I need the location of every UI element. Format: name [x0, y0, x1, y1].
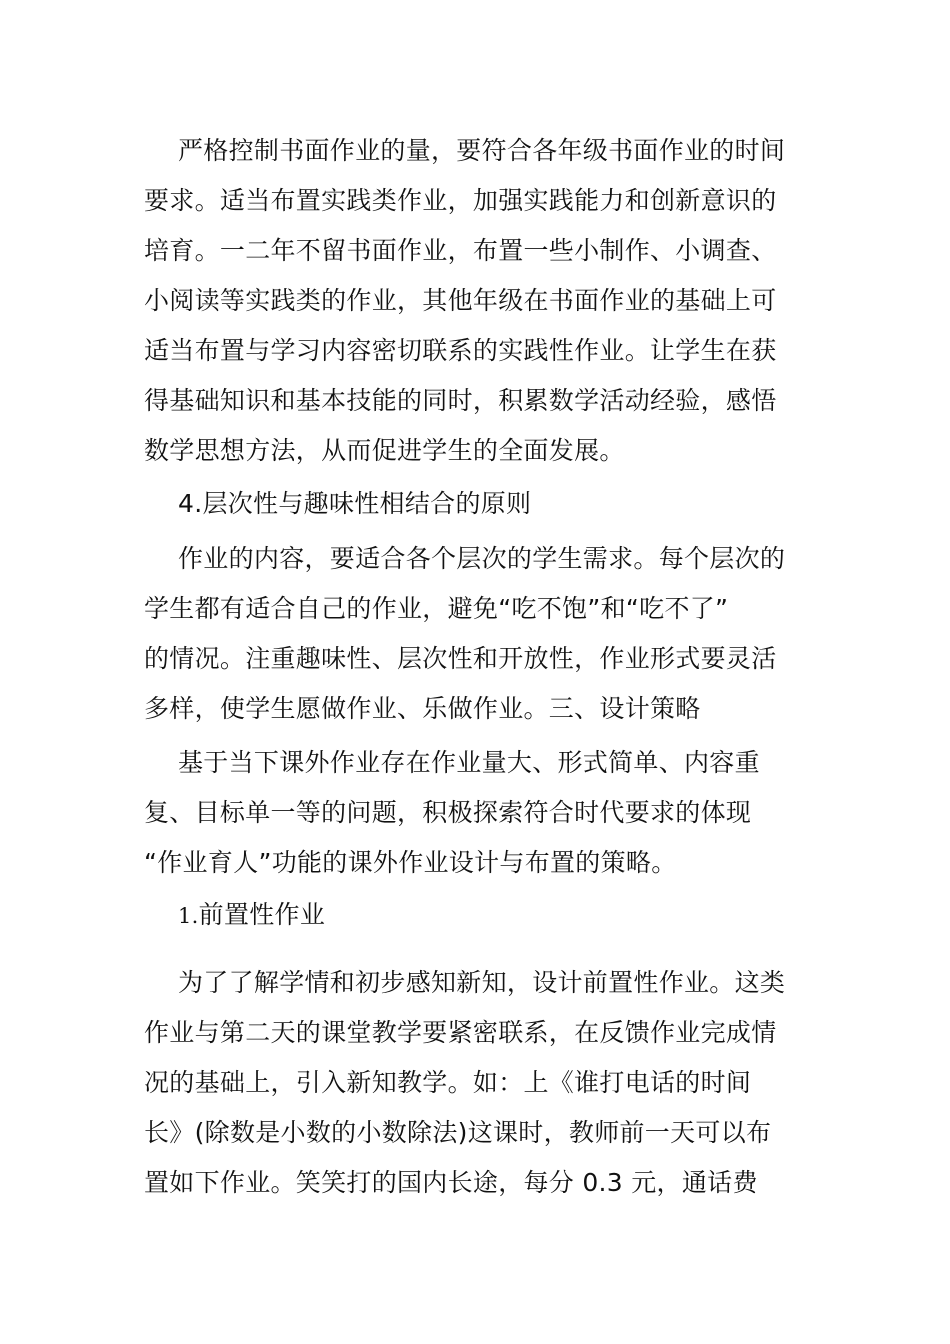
- paragraph-line: 数学思想方法，从而促进学生的全面发展。: [144, 436, 625, 465]
- paragraph-line: 况的基础上，引入新知教学。如：上《谁打电话的时间: [144, 1068, 752, 1097]
- paragraph-line: 作业与第二天的课堂教学要紧密联系，在反馈作业完成情: [144, 1018, 777, 1047]
- paragraph-line: 小阅读等实践类的作业，其他年级在书面作业的基础上可: [144, 286, 777, 315]
- paragraph-line: 为了了解学情和初步感知新知，设计前置性作业。这类: [178, 968, 786, 997]
- paragraph-line: 置如下作业。笑笑打的国内长途，每分 0.3 元，通话费: [144, 1168, 758, 1197]
- paragraph-line: 要求。适当布置实践类作业，加强实践能力和创新意识的: [144, 186, 777, 215]
- paragraph-line: 的情况。注重趣味性、层次性和开放性，作业形式要灵活: [144, 644, 777, 673]
- paragraph-line: 基于当下课外作业存在作业量大、形式简单、内容重: [178, 748, 760, 777]
- paragraph-line: 作业的内容，要适合各个层次的学生需求。每个层次的: [178, 544, 786, 573]
- subsection-number: 1.: [178, 904, 199, 928]
- paragraph-line: 适当布置与学习内容密切联系的实践性作业。让学生在获: [144, 336, 777, 365]
- paragraph-line: 复、目标单一等的问题，积极探索符合时代要求的体现: [144, 798, 752, 827]
- paragraph-line: 得基础知识和基本技能的同时，积累数学活动经验，感悟: [144, 386, 777, 415]
- paragraph-line: 严格控制书面作业的量，要符合各年级书面作业的时间: [178, 136, 786, 165]
- paragraph-line: 培育。一二年不留书面作业，布置一些小制作、小调查、: [144, 236, 777, 265]
- paragraph-line: “作业育人”功能的课外作业设计与布置的策略。: [144, 848, 677, 877]
- section-heading: 4.层次性与趣味性相结合的原则: [178, 489, 532, 518]
- subsection-title: 前置性作业: [198, 900, 326, 929]
- paragraph-line: 长》(除数是小数的小数除法)这课时，教师前一天可以布: [144, 1118, 772, 1147]
- subsection-heading: [178, 898, 858, 933]
- paragraph-line: 多样，使学生愿做作业、乐做作业。三、设计策略: [144, 694, 701, 723]
- paragraph-line: 学生都有适合自己的作业，避免“吃不饱”和“吃不了”: [144, 594, 729, 623]
